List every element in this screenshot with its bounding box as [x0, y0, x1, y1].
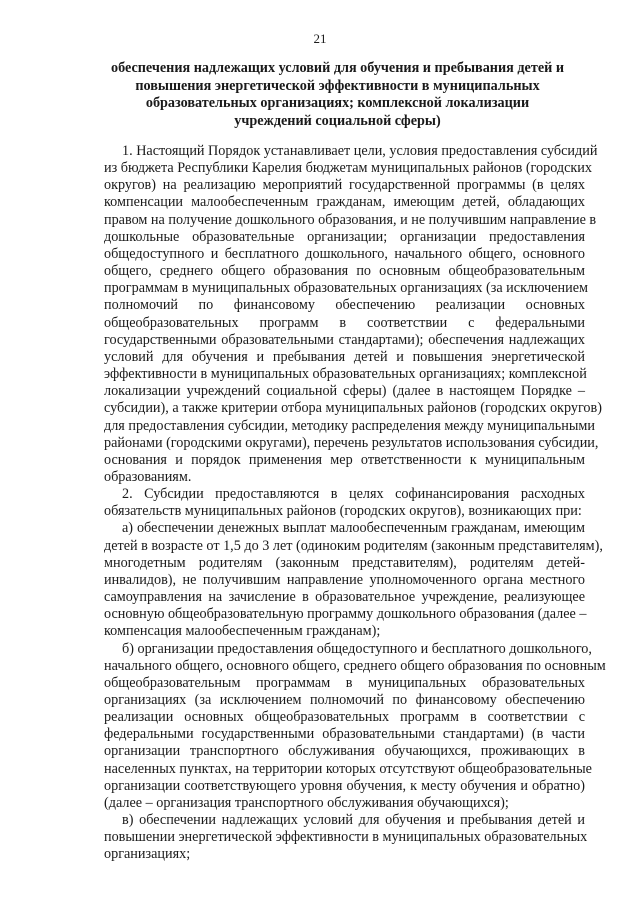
text-line: организации соответствующего уровня обучения, к месту обучения и обратно)	[104, 777, 585, 794]
text-line: общеобразовательным программам в муниципальных образовательных	[104, 674, 585, 691]
paragraph	[104, 486, 585, 520]
page-number: 21	[313, 31, 327, 46]
text-line: общего, среднего общего образования по основным общеобразовательным	[104, 263, 585, 280]
text-line: программам в муниципальных образовательных организациях (за исключением	[104, 280, 588, 297]
heading-line: образовательных организациях; комплексной локализации	[145, 95, 530, 112]
text-line: самоуправления на зачисление в образовательное учреждение, реализующее	[104, 589, 585, 606]
text-line: дошкольные образовательные организации; организации предоставления	[104, 228, 585, 245]
text-line: организации транспортного обслуживания обучающихся, проживающих в	[104, 743, 585, 760]
heading-line: обеспечения надлежащих условий для обучения и пребывания детей и	[110, 60, 565, 76]
text-line: условий для обучения и пребывания детей и повышения энергетической	[104, 348, 585, 365]
text-line: обязательств муниципальных районов (городских округов), возникающих при:	[104, 503, 582, 520]
text-line: округов) на реализацию мероприятий государственной программы (в целях	[104, 177, 585, 194]
heading-line: учреждений социальной сферы)	[234, 112, 441, 129]
text-line: образованиям.	[104, 468, 192, 485]
text-line: эффективности в муниципальных образовательных организациях; комплексной	[104, 366, 587, 383]
text-line: федеральными государственными образовательными стандартами) (в части	[104, 726, 585, 743]
paragraph	[104, 520, 603, 640]
text-line: общеобразовательных программ в соответствии с федеральными	[104, 314, 585, 331]
text-line: локализации учреждений социальной сферы) (далее в настоящем Порядке –	[104, 383, 585, 400]
text-line: районами (городскими округами), перечень результатов использования субсидии,	[104, 434, 599, 451]
paragraph	[104, 143, 602, 486]
text-line: населенных пунктах, на территории которых отсутствуют общеобразовательные	[104, 760, 592, 777]
text-line: общедоступного и бесплатного дошкольного, начального общего, основного	[104, 245, 585, 262]
text-line: 1. Настоящий Порядок устанавливает цели, условия предоставления субсидий	[122, 143, 598, 159]
text-line: начального общего, основного общего, среднего общего образования по основным	[104, 657, 606, 674]
text-line: организациях (за исключением полномочий по финансовому обеспечению	[104, 692, 585, 708]
text-line: основную общеобразовательную программу дошкольного образования (далее –	[104, 606, 587, 623]
text-line: (далее – организация транспортного обслуживания обучающихся);	[104, 794, 509, 811]
heading-line: повышения энергетической эффективности в муниципальных	[135, 77, 540, 94]
text-line: основания и порядок применения мер ответственности к муниципальным	[104, 451, 585, 468]
text-line: из бюджета Республики Карелия бюджетам муниципальных районов (городских	[104, 160, 592, 177]
text-line: для предоставления субсидии, методику распределения между муниципальными	[104, 417, 595, 434]
section-heading	[100, 60, 575, 130]
text-line: в) обеспечении надлежащих условий для обучения и пребывания детей и	[122, 812, 585, 829]
text-line: субсидии), а также критерии отбора муниципальных районов (городских округов)	[104, 400, 602, 417]
text-line: а) обеспечении денежных выплат малообеспеченным гражданам, имеющим	[122, 520, 585, 537]
text-line: компенсация малообеспеченным гражданам);	[104, 623, 381, 640]
paragraph	[104, 812, 588, 863]
text-line: многодетным родителям (законным представителям), родителям детей-	[104, 554, 585, 571]
text-line: реализации основных общеобразовательных программ в соответствии с	[104, 709, 585, 726]
text-line: правом на получение дошкольного образования, и не получившим направление в	[104, 211, 597, 228]
text-line: повышении энергетической эффективности в муниципальных образовательных	[104, 829, 588, 846]
paragraph	[104, 640, 606, 813]
text-line: детей в возрасте от 1,5 до 3 лет (одиноким родителям (законным представителям),	[104, 537, 603, 554]
document-body	[104, 143, 606, 864]
text-line: организациях;	[104, 846, 191, 863]
text-line: инвалидов), не получившим направление уполномоченного органа местного	[104, 571, 585, 588]
text-line: полномочий по финансовому обеспечению реализации основных	[104, 297, 585, 314]
text-line: государственными образовательными стандартами); обеспечения надлежащих	[104, 331, 585, 348]
text-line: б) организации предоставления общедоступного и бесплатного дошкольного,	[122, 640, 592, 657]
text-line: компенсации малообеспеченным гражданам, имеющим детей, обладающих	[104, 194, 585, 211]
text-line: 2. Субсидии предоставляются в целях софинансирования расходных	[122, 486, 585, 503]
